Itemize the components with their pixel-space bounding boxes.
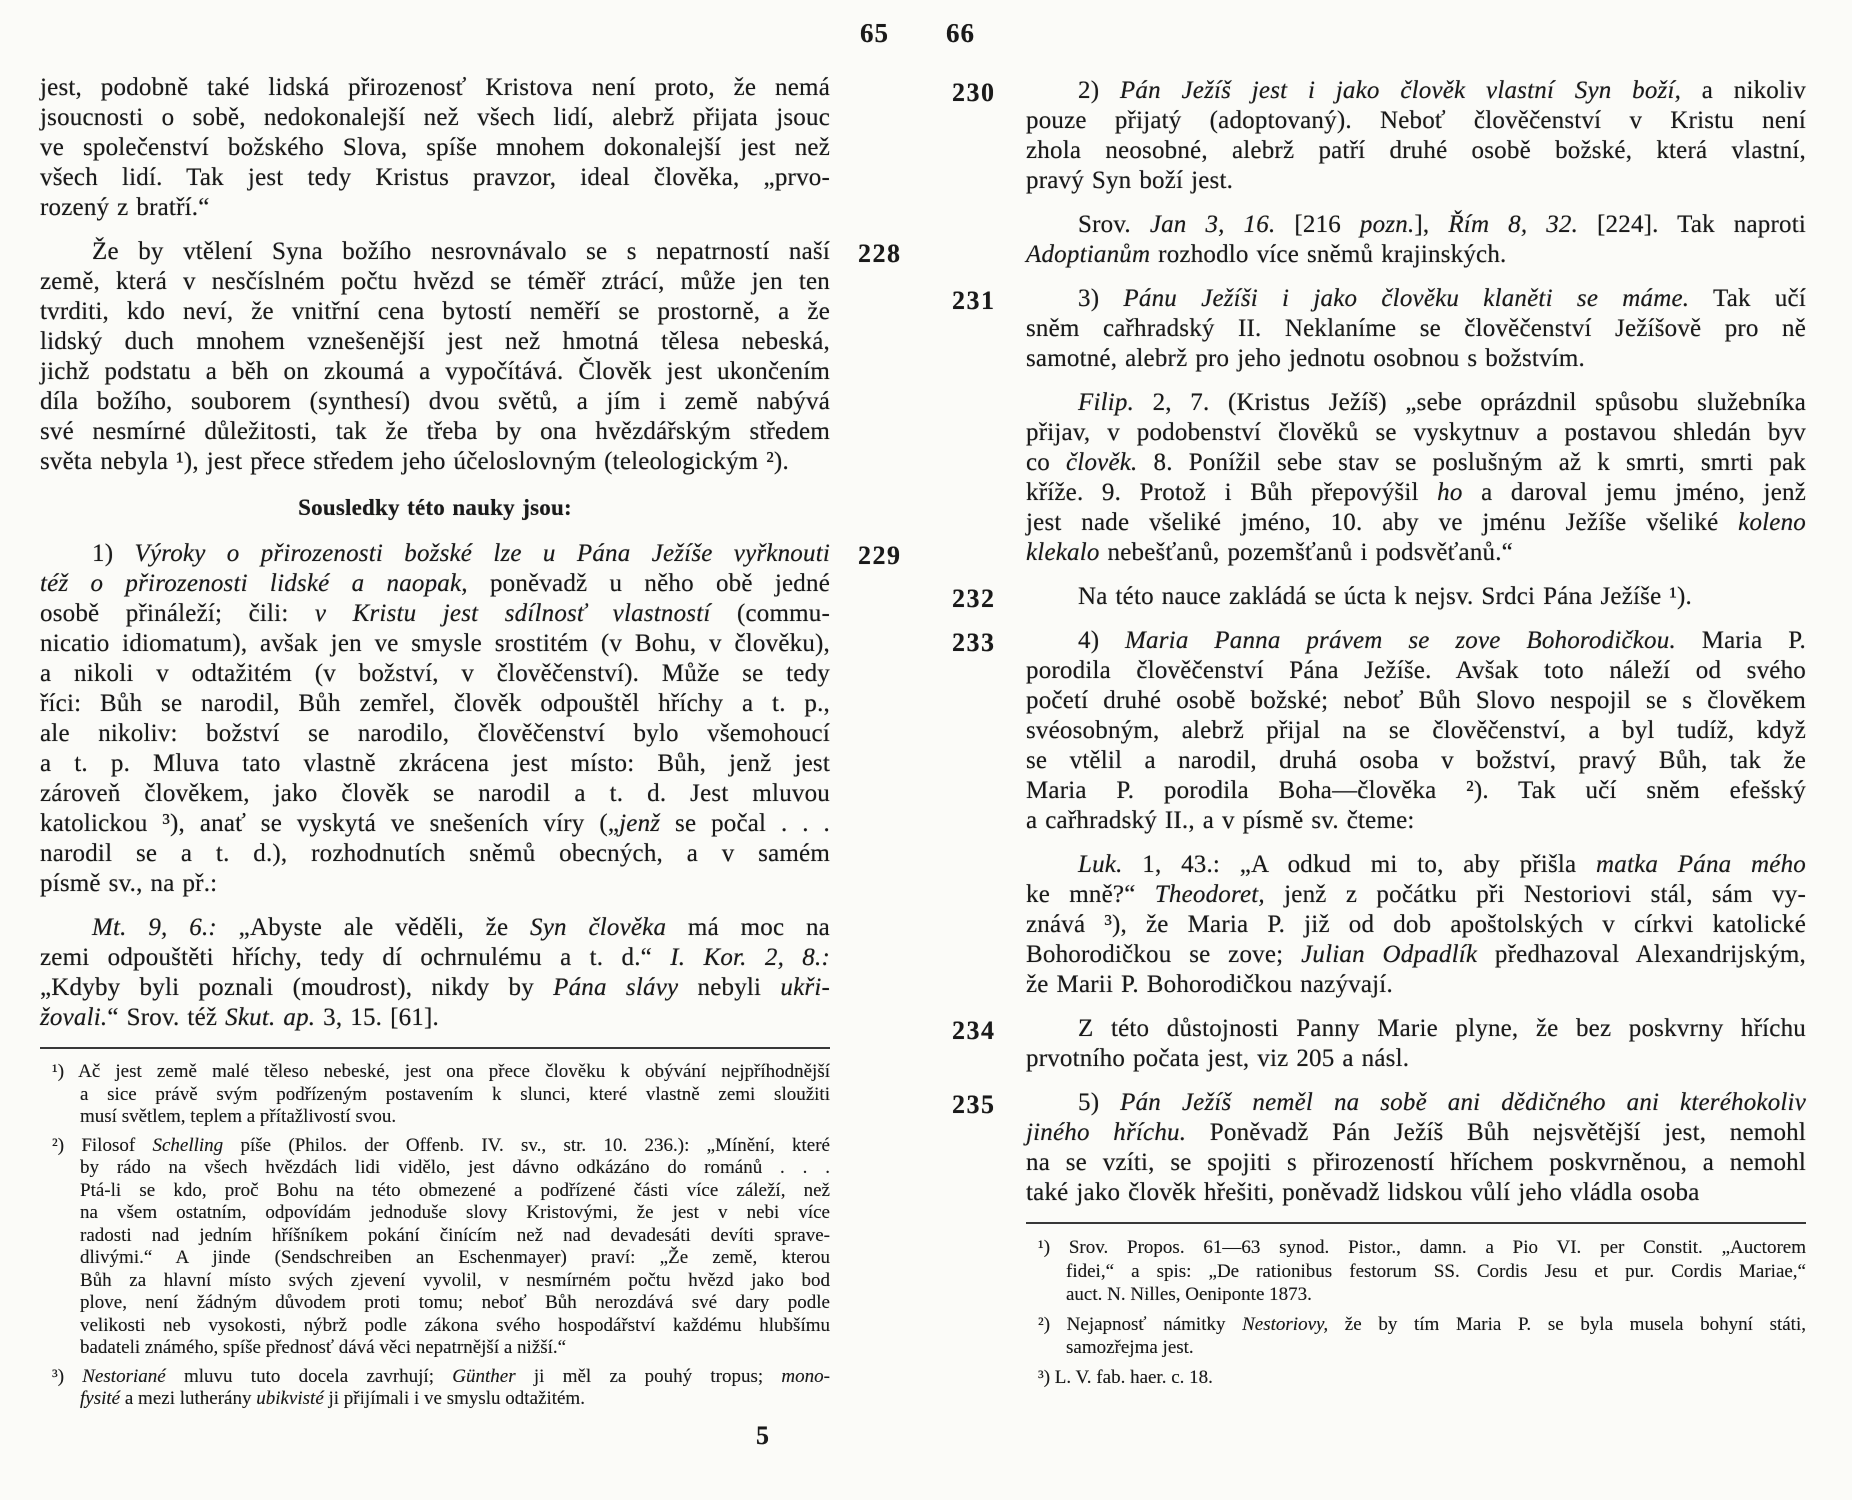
text-line: jest nade všeliké jméno, 10. aby ve jménu Ježíše všeliké koleno (1026, 509, 1806, 536)
left-page (40, 73, 902, 1450)
right-page-number: 66 (946, 18, 975, 48)
text-line: své nesmírné důležitosti, tak že třeba by ona hvězdářským středem (40, 418, 830, 445)
footnote-line: a sice právě svým podřízeným postavením k slunci, které vlastně zemi sloužiti (80, 1083, 830, 1105)
text-line: rozený z bratří.“ (40, 194, 210, 221)
text-line: Bohorodičkou se zove; Julian Odpadlík předhazoval Alexandrijským, (1026, 941, 1806, 968)
text-line: žovali.“ Srov. též Skut. ap. 3, 15. [61]. (40, 1004, 439, 1031)
text-line: díla božího, souborem (synthesí) dvou světů, a jím i země nabývá (40, 388, 830, 415)
text-line: písmě sv., na př.: (40, 870, 218, 897)
text-line: 1) Výroky o přirozenosti božské lze u Pána Ježíše vyřknouti (92, 540, 830, 567)
text-line: jest, podobně také lidská přirozenosť Kristova není proto, že nemá (40, 74, 830, 101)
footnote-rule (40, 1047, 830, 1049)
paragraph (952, 1014, 1806, 1074)
paragraph (40, 237, 902, 477)
footnote-rule (1026, 1222, 1806, 1224)
text-line: tvrditi, kdo neví, že vnitřní cena bytostí neměří se prostorně, a že (40, 298, 830, 325)
footnote-line: ¹) Ač jest země malé těleso nebeské, jest ona přece člověku k obývání nejpříhodnější (52, 1061, 830, 1082)
signature-mark: 5 (756, 1421, 769, 1450)
text-line: a t. p. Mluva tato vlastně zkrácena jest místo: Bůh, jenž jest (40, 750, 830, 777)
text-line: jiného hříchu. Poněvadž Pán Ježíš Bůh nejsvětější jest, nemohl (1026, 1119, 1806, 1146)
text-line: světa nebyla ¹), jest přece středem jeho účeloslovným (teleologickým ²). (40, 448, 789, 475)
section-heading (40, 493, 830, 523)
footnote (40, 1135, 830, 1360)
text-line: „Kdyby byli poznali (moudrost), nikdy by Pána slávy nebyli ukři- (40, 974, 831, 1001)
footnote (1026, 1313, 1806, 1360)
page-blocks (952, 76, 1807, 1208)
paragraph (952, 284, 1807, 374)
text-line: osobě přináleží; čili: v Kristu jest sdílnosť vlastností (commu- (40, 600, 830, 627)
text-line: se vtělil a narodil, druhá osoba v božství, pravý Bůh, tak že (1026, 747, 1806, 774)
text-line: pouze přijatý (adoptovaný). Neboť člověčenství v Kristu není (1026, 107, 1806, 134)
footnote (40, 1366, 830, 1411)
text-line: 5) Pán Ježíš neměl na sobě ani dědičného ani kteréhokoliv (1078, 1089, 1806, 1116)
footnote-line: ¹) Srov. Propos. 61—63 synod. Pistor., damn. a Pio VI. per Constit. „Auctorem (1038, 1237, 1806, 1258)
text-line: přijav, v podobenství člověků se vyskytnuv a postavou shledán byv (1026, 419, 1806, 446)
footnote-line: radosti nad jedním hříšníkem pokání činícím než nad devadesáti devíti sprave- (80, 1224, 830, 1246)
paragraph (40, 913, 830, 1033)
footnote-line: fysité a mezi lutherány ubikvisté ji přijímali i ve smyslu odtažitém. (80, 1388, 585, 1409)
margin-section-number: 230 (952, 78, 996, 107)
margin-section-number: 235 (952, 1090, 996, 1119)
footnote-line: Bůh za hlavní místo svých zjevení vyvolil, v nesmírném počtu hvězd jako bod (80, 1269, 830, 1291)
footnote-line: by rádo na všech hvězdách lidi vidělo, jest dávno odkázáno do románů . . . (80, 1157, 830, 1178)
text-line: Filip. 2, 7. (Kristus Ježíš) „sebe oprázdnil spůsobu služebníka (1078, 389, 1806, 416)
footnote-line: fidei,“ a spis: „De rationibus festorum SS. Cordis Jesu et pur. Cordis Mariae,“ (1066, 1260, 1806, 1282)
margin-section-number: 229 (858, 541, 902, 570)
text-line: narodil se a t. d.), rozhodnutích sněmů obecných, a v samém (40, 840, 830, 867)
text-line: Že by vtělení Syna božího nesrovnávalo se s nepatrností naší (92, 238, 830, 265)
text-line: pravý Syn boží jest. (1026, 167, 1234, 194)
text-line: Luk. 1, 43.: „A odkud mi to, aby přišla matka Pána mého (1078, 851, 1806, 878)
text-line: Z této důstojnosti Panny Marie plyne, že bez poskvrny hříchu (1078, 1015, 1806, 1042)
footnote-line: ³) L. V. fab. haer. c. 18. (1038, 1366, 1213, 1388)
left-page-number: 65 (860, 18, 889, 48)
footnote-line: na všem ostatním, odpovídám jednoduše slovy Kristovými, že jest v nebi více (80, 1202, 830, 1223)
text-line: zhola neosobné, alebrž patří druhé osobě božské, která vlastní, (1026, 137, 1806, 164)
text-line: Srov. Jan 3, 16. [216 pozn.], Řím 8, 32. [224]. Tak naproti (1078, 211, 1807, 238)
text-line: říci: Bůh se narodil, Bůh zemřel, člověk odpouštěl hříchy a t. p., (40, 690, 830, 717)
text-line: samotné, alebrž pro jeho jednotu osobnou s božstvím. (1026, 345, 1585, 372)
footnote-line: dlivými.“ A jinde (Sendschreiben an Eschenmayer) praví: „Že země, kterou (80, 1247, 830, 1268)
text-line: co člověk. 8. Ponížil sebe stav se poslušným až k smrti, smrti pak (1026, 449, 1806, 476)
footnote-line: plove, není žádným důvodem proti tomu; neboť Bůh nerozdává své dary podle (80, 1292, 830, 1313)
text-line: porodila člověčenství Pána Ježíše. Avšak toto náleží od svého (1026, 657, 1806, 684)
text-line: prvotního počata jest, viz 205 a násl. (1026, 1045, 1410, 1072)
text-line: jsoucnosti o sobě, nedokonalejší než všech lidí, alebrž přijata jsouc (40, 104, 830, 131)
text-line: Maria P. porodila Boha—člověka ²). Tak učí sněm efešský (1026, 777, 1806, 804)
paragraph (952, 76, 1806, 196)
footnote (40, 1061, 830, 1129)
text-line: Sousledky této nauky jsou: (298, 495, 572, 520)
text-line: zároveň člověkem, jako člověk se narodil a t. d. Jest mluvou (40, 780, 830, 807)
margin-section-number: 233 (952, 628, 996, 657)
footnote (1026, 1366, 1806, 1390)
margin-section-number: 232 (952, 584, 996, 613)
footnote-line: musí světlem, teplem a přítažlivostí svou. (80, 1106, 397, 1127)
margin-section-number: 228 (858, 239, 902, 268)
text-line: zemi odpouštěti hříchy, tedy dí ochrnulému a t. d.“ I. Kor. 2, 8.: (40, 944, 830, 971)
footnote-line: ²) Nejapnosť námitky Nestoriovy, že by tím Maria P. se byla musela bohyní státi, (1038, 1313, 1806, 1335)
footnote-line: Ptá-li se kdo, proč Bohu na této obmezené a podřízené části více záleží, než (80, 1179, 830, 1201)
footnote (1026, 1236, 1806, 1307)
paragraph (1026, 210, 1806, 270)
text-line: Adoptianům rozhodlo více sněmů krajinských. (1026, 241, 1507, 268)
margin-section-number: 231 (952, 286, 996, 315)
text-line: nicatio idiomatum), avšak jen ve smysle srostitém (v Bohu, v člověku), (40, 630, 830, 657)
text-line: Na této nauce zakládá se úcta k nejsv. Srdci Pána Ježíše ¹). (1078, 583, 1692, 610)
text-line: početí druhé osobě božské; neboť Bůh Slovo nespojil se s člověkem (1026, 687, 1806, 714)
footnote-line: auct. N. Nilles, Oeniponte 1873. (1066, 1284, 1312, 1305)
paragraph (40, 73, 830, 223)
text-line: 2) Pán Ježíš jest i jako člověk vlastní Syn boží, a nikoliv (1078, 77, 1806, 104)
footnote-line: badateli známého, spíše přednosť dává věci nepatrnější a nižší.“ (80, 1337, 567, 1358)
paragraph (1026, 850, 1806, 1000)
text-line: jichž podstatu a běh on zkoumá a vypočítává. Člověk jest ukončením (40, 358, 830, 385)
footnotes (1026, 1236, 1806, 1389)
footnote-line: velikosti neb vysokosti, nýbrž podle zákona svého hospodářství každému hlubšímu (80, 1314, 830, 1336)
text-line: Mt. 9, 6.: „Abyste ale věděli, že Syn člověka má moc na (92, 914, 830, 941)
text-line: znává ³), že Maria P. již od dob apoštolských v církvi katolické (1026, 911, 1806, 938)
text-line: též o přirozenosti lidské a naopak, poněvadž u něho obě jedné (40, 570, 830, 597)
text-line: lidský duch mnohem vznešenější jest než hmotná tělesa nebeská, (40, 328, 830, 355)
right-page (952, 76, 1807, 1395)
paragraph (952, 582, 1806, 613)
paragraph (40, 539, 902, 899)
text-line: a nikoli v odtažitém (v božství, v člověčenství). Může se tedy (40, 660, 830, 687)
paragraph (952, 1088, 1806, 1208)
text-line: ale nikoliv: božství se narodilo, člověčenství bylo všemohoucí (40, 720, 830, 747)
footnotes (40, 1061, 830, 1411)
text-line: také jako člověk hřešiti, poněvadž lidskou vůlí jeho vládla osoba (1026, 1179, 1700, 1206)
text-line: na se vzíti, se spojiti s přirozeností hříchem poskvrněnou, a nemohl (1026, 1149, 1806, 1176)
text-line: klekalo nebešťanů, pozemšťanů i podsvěťanů.“ (1026, 539, 1513, 566)
text-line: ke mně?“ Theodoret, jenž z počátku při Nestoriovi stál, sám vy- (1026, 881, 1806, 908)
text-line: kříže. 9. Protož i Bůh přepovýšil ho a daroval jemu jméno, jenž (1026, 479, 1806, 506)
text-line: země, která v nesčíslném počtu hvězd se téměř ztrácí, může jen ten (40, 268, 830, 295)
text-line: 3) Pánu Ježíši i jako člověku klaněti se máme. Tak učí (1078, 285, 1807, 312)
text-line: katolickou ³), anať se vyskytá ve snešeních víry („jenž se počal . . . (40, 810, 830, 837)
page-blocks (40, 73, 902, 1033)
paragraph (952, 626, 1806, 836)
footnote-line: ²) Filosof Schelling píše (Philos. der Offenb. IV. sv., str. 10. 236.): „Mínění, které (52, 1134, 830, 1156)
text-line: že Marii P. Bohorodičkou nazývají. (1026, 971, 1393, 998)
text-line: všech lidí. Tak jest tedy Kristus pravzor, ideal člověka, „prvo- (40, 164, 830, 191)
paragraph (1026, 388, 1806, 568)
text-line: ve společenství božského Slova, spíše mnohem dokonalejší jest než (40, 134, 830, 161)
footnote-line: samozřejma jest. (1066, 1337, 1194, 1358)
margin-section-number: 234 (952, 1016, 996, 1045)
text-line: a cařhradský II., a v písmě sv. čteme: (1026, 807, 1415, 834)
text-line: 4) Maria Panna právem se zove Bohorodičkou. Maria P. (1078, 627, 1806, 654)
footnote-line: ³) Nestoriané mluvu tuto docela zavrhují; Günther ji měl za pouhý tropus; mono- (52, 1365, 830, 1387)
text-line: sněm cařhradský II. Neklaníme se člověčenství Ježíšově pro ně (1026, 315, 1806, 342)
text-line: svéosobným, alebrž přijal na se člověčenství, a byl tudíž, když (1026, 717, 1806, 744)
